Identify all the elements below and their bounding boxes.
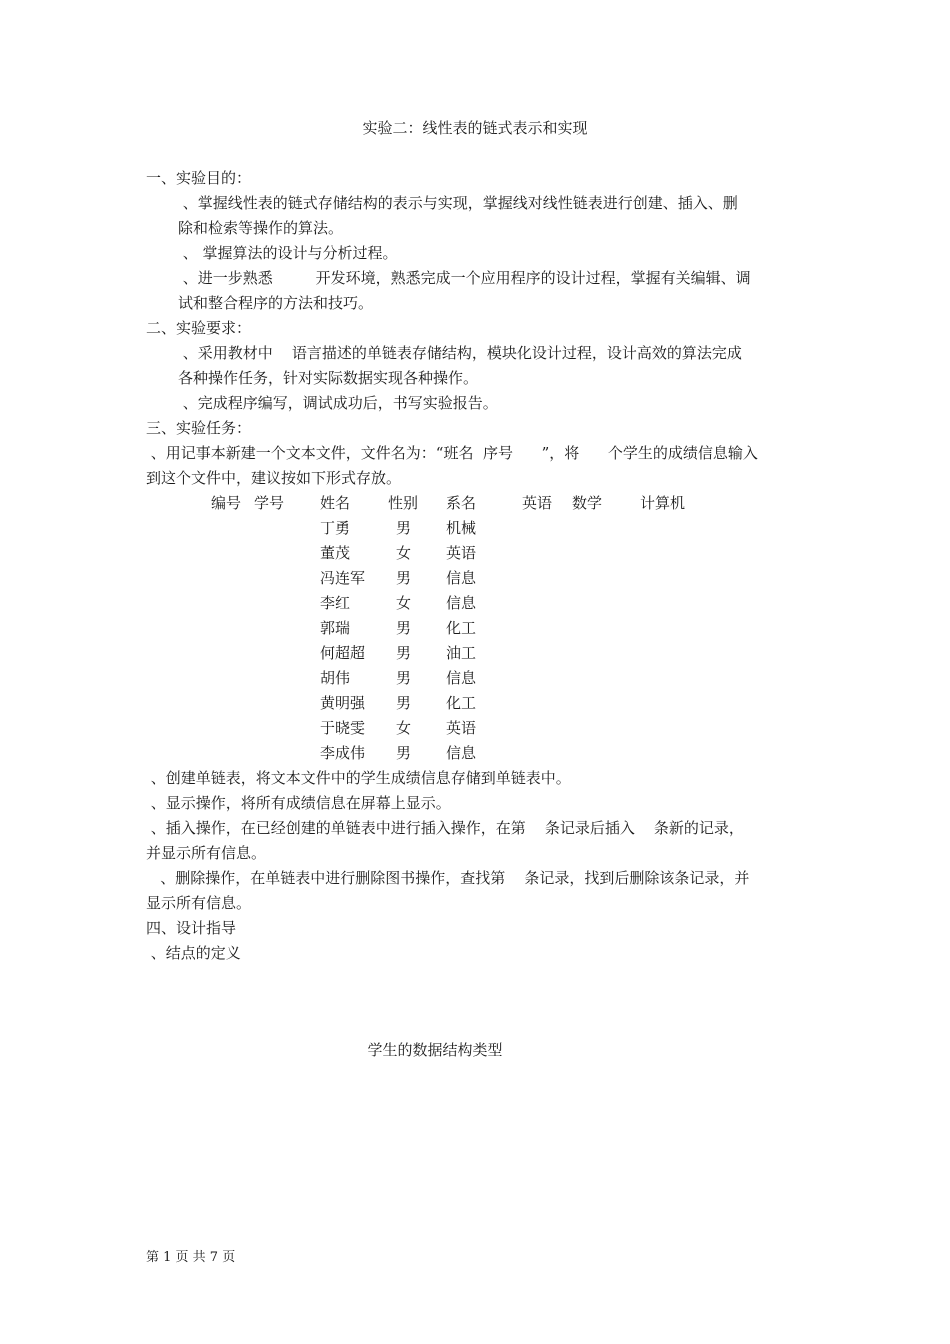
page-footer: 第 1 页 共 7 页 [146,1250,236,1265]
section1-item3-line1: 、进一步熟悉 开发环境，熟悉完成一个应用程序的设计过程，掌握有关编辑、调 [178,269,751,287]
header-student-no: 学号 [254,494,285,512]
section4-item1: 、结点的定义 [146,944,241,962]
section4-heading: 四、设计指导 [146,919,237,937]
cell-department: 信息 [446,744,477,762]
section2-heading: 二、实验要求： [146,319,252,337]
cell-gender: 男 [396,619,412,637]
task5-line1: 、删除操作，在单链表中进行删除图书操作，查找第 条记录，找到后删除该条记录，并 [146,869,750,887]
section1-item3-line2: 试和整合程序的方法和技巧。 [178,294,374,312]
section2-item2: 、完成程序编写，调试成功后，书写实验报告。 [178,394,498,412]
cell-department: 机械 [446,519,477,537]
cell-name: 黄明强 [320,694,366,712]
section3-task1-line2: 到这个文件中，建议按如下形式存放。 [146,469,402,487]
cell-gender: 男 [396,644,412,662]
header-id: 编号 [211,494,242,512]
figure-caption: 学生的数据结构类型 [367,1041,503,1059]
section2-item1-line1: 、采用教材中 语言描述的单链表存储结构，模块化设计过程，设计高效的算法完成 [178,344,742,362]
section1-item1-line2: 除和检索等操作的算法。 [178,219,344,237]
cell-name: 郭瑞 [320,619,351,637]
cell-name: 胡伟 [320,669,351,687]
section3-heading: 三、实验任务： [146,419,252,437]
cell-name: 李红 [320,594,351,612]
cell-gender: 女 [396,719,412,737]
cell-department: 信息 [446,669,477,687]
header-computer: 计算机 [640,494,686,512]
task2: 、创建单链表，将文本文件中的学生成绩信息存储到单链表中。 [146,769,571,787]
task4-line2: 并显示所有信息。 [146,844,267,862]
cell-gender: 女 [396,544,412,562]
header-name: 姓名 [320,494,351,512]
header-gender: 性别 [388,494,419,512]
header-math: 数学 [572,494,603,512]
cell-name: 冯连军 [320,569,366,587]
cell-name: 董茂 [320,544,351,562]
section1-item1-line1: 、掌握线性表的链式存储结构的表示与实现，掌握线对线性链表进行创建、插入、删 [178,194,738,212]
task3: 、显示操作，将所有成绩信息在屏幕上显示。 [146,794,451,812]
header-department: 系名 [446,494,477,512]
cell-gender: 男 [396,669,412,687]
section2-item1-line2: 各种操作任务，针对实际数据实现各种操作。 [178,369,479,387]
cell-name: 于晓雯 [320,719,366,737]
cell-name: 丁勇 [320,519,351,537]
cell-gender: 男 [396,744,412,762]
cell-gender: 女 [396,594,412,612]
task5-line2: 显示所有信息。 [146,894,252,912]
header-english: 英语 [522,494,553,512]
cell-department: 化工 [446,694,477,712]
cell-department: 信息 [446,594,477,612]
cell-department: 英语 [446,544,477,562]
section1-heading: 一、实验目的： [146,169,252,187]
cell-name: 何超超 [320,644,366,662]
section3-task1-line1: 、用记事本新建一个文本文件，文件名为：“班名 序号 ”，将 个学生的成绩信息输入 [146,444,758,462]
cell-department: 信息 [446,569,477,587]
cell-department: 化工 [446,619,477,637]
cell-gender: 男 [396,569,412,587]
cell-name: 李成伟 [320,744,366,762]
section1-item2: 、 掌握算法的设计与分析过程。 [178,244,398,262]
page-title: 实验二：线性表的链式表示和实现 [362,119,588,137]
cell-gender: 男 [396,519,412,537]
cell-department: 油工 [446,644,477,662]
task4-line1: 、插入操作，在已经创建的单链表中进行插入操作，在第 条记录后插入 条新的记录， [146,819,744,837]
cell-gender: 男 [396,694,412,712]
cell-department: 英语 [446,719,477,737]
